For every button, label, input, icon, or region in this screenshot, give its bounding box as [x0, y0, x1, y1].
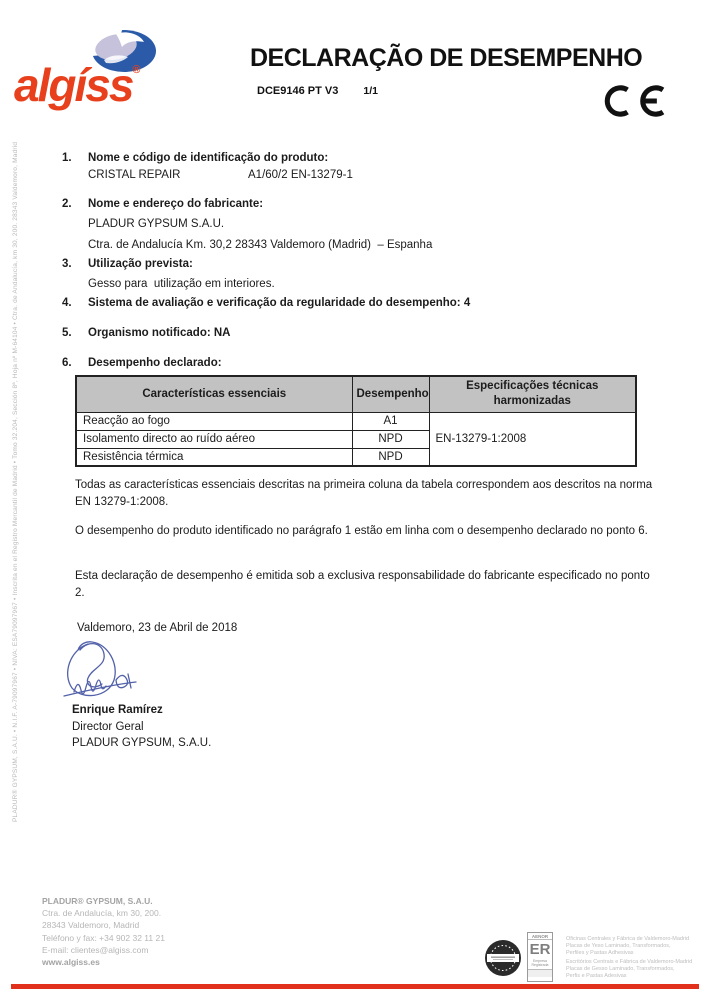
legal-side-text: PLADUR® GYPSUM, S.A.U. • N.I.F. A-79097967 • NIVA: ESA79097967 • Inscrita en el Registro Mercantil de Madrid • Tomo 32.204, Sección 8ª, Hoja nº M-64104 • Ctra. de Andalucía, km 30, 200. 28343 Valdemoro, Madrid	[12, 141, 19, 822]
footer-office-line: Escritórios Centrais e Fábrica de Valdemoro-Madrid	[566, 959, 693, 965]
page-title: DECLARAÇÃO DE DESEMPENHO	[250, 44, 643, 72]
item-manufacturer	[62, 198, 652, 255]
signer-block	[72, 702, 211, 752]
manufacturer-address: Ctra. de Andalucía Km. 30,2 28343 Valdemoro (Madrid) – Espanha	[88, 238, 433, 251]
footer-office-line: Perfiles y Pastas Adhesivas	[566, 950, 634, 956]
intended-use-text: Gesso para utilização em interiores.	[88, 278, 275, 290]
footer-email-line: E-mail: clientes@algiss.com	[42, 944, 149, 955]
certified-seal-icon	[484, 939, 522, 977]
item-heading: Utilização prevista:	[88, 258, 193, 270]
footer-office-line: Placas de Yeso Laminado, Transformados,	[566, 943, 671, 949]
footer-address-line: 28343 Valdemoro, Madrid	[42, 920, 140, 931]
manufacturer-name: PLADUR GYPSUM S.A.U.	[88, 218, 225, 230]
aenor-er-badge	[527, 932, 553, 982]
col-header-harmonized-specs: Especificações técnicas harmonizadas	[429, 376, 636, 412]
paragraph-performance-inline: O desempenho do produto identificado no parágrafo 1 estão em linha com o desempenho declarado no ponto 6.	[75, 525, 648, 537]
col-header-characteristics: Características essenciais	[76, 376, 352, 412]
signer-name: Enrique Ramírez	[72, 704, 163, 716]
footer-company: PLADUR® GYPSUM, S.A.U.	[42, 896, 153, 906]
footer-contact-block	[42, 895, 165, 968]
item-heading: Nome e endereço do fabricante:	[88, 198, 264, 210]
footer-office-line: Placas de Gesso Laminado, Transformados,	[566, 966, 675, 972]
ce-mark-icon	[592, 76, 668, 126]
characteristic-cell: Reacção ao fogo	[76, 412, 352, 430]
characteristic-cell: Isolamento directo ao ruído aéreo	[76, 430, 352, 448]
aenor-code-strip	[528, 969, 552, 977]
registered-trademark-symbol: ®	[132, 64, 141, 76]
paragraph-responsibility: Esta declaração de desempenho é emitida sob a exclusiva responsabilidade do fabricante especificado no ponto 2.	[75, 570, 650, 599]
footer-offices-es	[566, 936, 704, 957]
algiss-logo	[14, 58, 141, 112]
table-header-row	[76, 376, 636, 412]
harmonized-spec-cell: EN-13279-1:2008	[429, 412, 636, 466]
footer-address-line: Ctra. de Andalucía, km 30, 200.	[42, 908, 162, 919]
footer-office-line: Oficinas Centrales y Fábrica de Valdemoro-Madrid	[566, 936, 690, 942]
footer-phone-line: Teléfono y fax: +34 902 32 11 21	[42, 932, 165, 943]
signer-company: PLADUR GYPSUM, S.A.U.	[72, 737, 212, 749]
characteristic-cell: Resistência térmica	[76, 448, 352, 466]
aenor-subtitle: Empresa Registrada	[531, 959, 549, 967]
item-notified-body	[62, 327, 652, 339]
item-number: 2.	[62, 198, 72, 210]
product-code: A1/60/2 EN-13279-1	[248, 169, 353, 181]
item-number: 6.	[62, 357, 72, 369]
footer-office-line: Perfis e Pastas Adesivas	[566, 973, 627, 979]
footer-website: www.algiss.es	[42, 957, 100, 968]
doc-code: DCE9146 PT V3	[257, 85, 339, 97]
aenor-er-mark: ER	[529, 941, 551, 958]
product-name: CRISTAL REPAIR	[88, 169, 181, 181]
performance-table	[75, 375, 637, 467]
footer-red-bar	[11, 984, 699, 989]
handwritten-signature	[58, 634, 184, 708]
item-heading: Organismo notificado: NA	[88, 327, 231, 339]
item-heading: Sistema de avaliação e verificação da regularidade do desempenho: 4	[88, 297, 471, 309]
item-number: 3.	[62, 258, 72, 270]
aenor-label: AENOR	[528, 933, 552, 940]
performance-cell: A1	[352, 412, 429, 430]
table-row	[76, 412, 636, 430]
footer-offices-pt	[566, 959, 704, 980]
paragraph-conformity: Todas as características essenciais descritas na primeira coluna da tabela correspondem aos descritos na norma EN 13279-1:2008.	[75, 479, 653, 508]
col-header-performance: Desempenho	[352, 376, 429, 412]
item-number: 5.	[62, 327, 72, 339]
date-place-line: Valdemoro, 23 de Abril de 2018	[77, 622, 238, 634]
item-declared-performance	[62, 357, 652, 369]
algiss-brand-text: algíss	[14, 59, 133, 111]
page-count: 1/1	[363, 85, 378, 97]
item-number: 4.	[62, 297, 72, 309]
item-heading: Nome e código de identificação do produto:	[88, 152, 329, 164]
item-heading: Desempenho declarado:	[88, 357, 222, 369]
performance-cell: NPD	[352, 448, 429, 466]
signer-title: Director Geral	[72, 720, 144, 733]
performance-cell: NPD	[352, 430, 429, 448]
doc-code-row	[257, 85, 378, 97]
item-avcp-system	[62, 297, 652, 309]
item-product-identification	[62, 152, 652, 181]
item-number: 1.	[62, 152, 72, 164]
item-intended-use	[62, 258, 652, 295]
